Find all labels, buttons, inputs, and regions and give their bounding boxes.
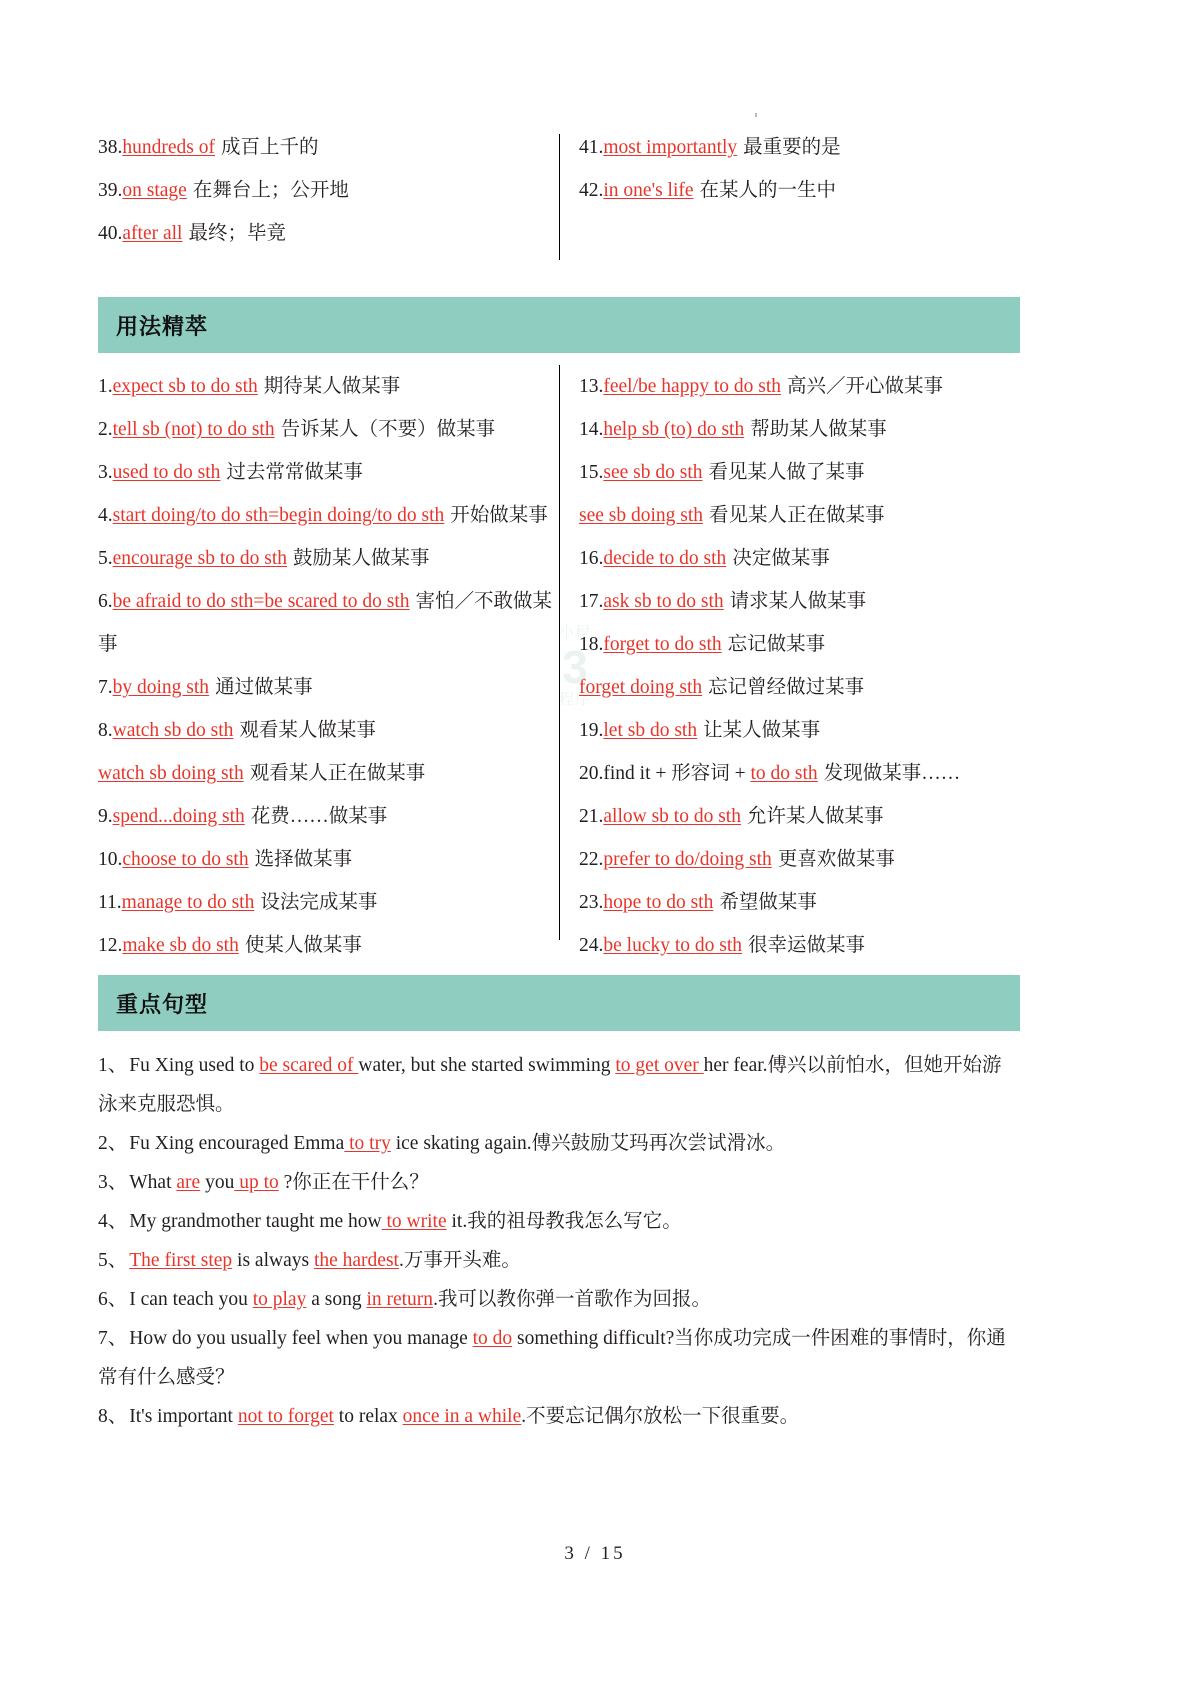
pattern-text: It's important xyxy=(129,1406,238,1427)
item-chinese-meaning: 允许某人做某事 xyxy=(746,806,884,827)
list-item xyxy=(98,795,559,838)
item-english-phrase: to do sth xyxy=(750,763,818,784)
item-number: 41. xyxy=(579,137,604,158)
item-chinese-meaning: 成百上千的 xyxy=(220,137,319,158)
page-number: 3 / 15 xyxy=(564,1543,626,1564)
item-number: 15. xyxy=(579,462,604,483)
item-chinese-meaning: 设法完成某事 xyxy=(260,892,378,913)
list-item xyxy=(579,924,1020,967)
pattern-index: 8、 xyxy=(98,1406,128,1427)
item-english-phrase: tell sb (not) to do sth xyxy=(112,419,275,440)
item-english-phrase: allow sb to do sth xyxy=(603,806,741,827)
item-number: 9. xyxy=(98,806,113,827)
item-english-phrase: forget doing sth xyxy=(579,677,703,698)
item-number: 24. xyxy=(579,935,604,956)
item-chinese-meaning: 选择做某事 xyxy=(254,849,353,870)
pattern-item xyxy=(98,1280,1020,1319)
item-english-phrase: start doing/to do sth=begin doing/to do sth xyxy=(112,505,445,526)
item-chinese-meaning: 让某人做某事 xyxy=(703,720,821,741)
item-number: 39. xyxy=(98,180,123,201)
list-item xyxy=(579,881,1020,924)
pattern-item xyxy=(98,1241,1020,1280)
watermark-bottom-text: 程序 xyxy=(558,691,591,709)
item-number: 4. xyxy=(98,505,113,526)
pattern-highlight: to play xyxy=(252,1289,307,1310)
pattern-index: 6、 xyxy=(98,1289,128,1310)
item-chinese-meaning: 更喜欢做某事 xyxy=(777,849,895,870)
item-chinese-meaning: 害怕／不敢做某事 xyxy=(98,591,553,655)
list-item xyxy=(98,924,559,967)
item-number: 23. xyxy=(579,892,604,913)
usage-section-banner xyxy=(98,297,1020,353)
list-item xyxy=(579,623,1020,666)
item-english-phrase: prefer to do/doing sth xyxy=(603,849,772,870)
list-item xyxy=(579,408,1020,451)
column-divider xyxy=(559,365,560,940)
item-english-phrase: encourage sb to do sth xyxy=(112,548,288,569)
item-number: 16. xyxy=(579,548,604,569)
item-number: 13. xyxy=(579,376,604,397)
pattern-item xyxy=(98,1319,1020,1397)
pattern-text: is always xyxy=(232,1250,314,1271)
item-chinese-meaning: 帮助某人做某事 xyxy=(750,419,887,440)
list-item xyxy=(98,838,559,881)
pattern-text: 傅兴鼓励艾玛再次尝试滑冰。 xyxy=(531,1133,786,1154)
pattern-index: 3、 xyxy=(98,1172,128,1193)
list-item xyxy=(98,709,559,752)
item-chinese-meaning: 过去常常做某事 xyxy=(226,462,363,483)
pattern-text: 傅兴以前怕水，但她开始游泳来克服恐惧。 xyxy=(98,1055,1002,1115)
item-english-phrase: in one's life xyxy=(603,180,694,201)
pattern-text: I can teach you xyxy=(129,1289,253,1310)
usage-right-column xyxy=(559,365,1020,967)
item-english-phrase: manage to do sth xyxy=(121,892,255,913)
pattern-text: it. xyxy=(446,1211,468,1232)
item-english-phrase: forget to do sth xyxy=(603,634,722,655)
item-number: 11. xyxy=(98,892,122,913)
pattern-index: 2、 xyxy=(98,1133,128,1154)
usage-left-column xyxy=(98,365,559,967)
pattern-text: her fear. xyxy=(703,1055,768,1076)
item-english-phrase: watch sb do sth xyxy=(112,720,234,741)
watermark-mid-text: 3 xyxy=(562,640,588,693)
list-item xyxy=(98,666,559,709)
pattern-highlight: to do xyxy=(472,1328,513,1349)
pattern-highlight: to try xyxy=(344,1133,391,1154)
list-item xyxy=(579,752,1020,795)
item-number: 12. xyxy=(98,935,123,956)
list-item xyxy=(98,537,559,580)
list-item xyxy=(579,795,1020,838)
item-chinese-meaning: 决定做某事 xyxy=(732,548,830,569)
pattern-highlight: the hardest xyxy=(313,1250,399,1271)
item-english-phrase: be afraid to do sth=be scared to do sth xyxy=(112,591,410,612)
list-item xyxy=(579,537,1020,580)
item-english-phrase: see sb doing sth xyxy=(579,505,704,526)
list-item xyxy=(98,169,559,212)
list-item xyxy=(579,451,1020,494)
item-number: 17. xyxy=(579,591,604,612)
item-english-phrase: ask sb to do sth xyxy=(603,591,724,612)
item-english-phrase: by doing sth xyxy=(112,677,210,698)
item-number: 14. xyxy=(579,419,604,440)
list-item xyxy=(579,494,1020,537)
item-english-phrase: hope to do sth xyxy=(603,892,714,913)
item-chinese-meaning: 希望做某事 xyxy=(719,892,817,913)
list-item xyxy=(98,752,559,795)
pattern-highlight: up to xyxy=(234,1172,279,1193)
item-english-phrase: spend...doing sth xyxy=(112,806,245,827)
pattern-highlight: once in a while xyxy=(402,1406,522,1427)
column-divider xyxy=(559,134,560,260)
pattern-item xyxy=(98,1124,1020,1163)
item-english-phrase: see sb do sth xyxy=(603,462,703,483)
list-item xyxy=(579,709,1020,752)
pattern-text: something difficult? xyxy=(512,1328,675,1349)
pattern-text: . xyxy=(521,1406,527,1427)
pattern-item xyxy=(98,1202,1020,1241)
usage-section-title: 用法精萃 xyxy=(116,314,209,340)
pattern-text: Fu Xing encouraged Emma xyxy=(129,1133,345,1154)
item-chinese-meaning: 很幸运做某事 xyxy=(748,935,866,956)
item-number: 2. xyxy=(98,419,113,440)
pattern-highlight: are xyxy=(176,1172,201,1193)
list-item xyxy=(579,580,1020,623)
item-chinese-meaning: 忘记曾经做过某事 xyxy=(708,677,865,698)
item-number: 19. xyxy=(579,720,604,741)
list-item xyxy=(579,126,1020,169)
list-item xyxy=(579,365,1020,408)
item-number: 22. xyxy=(579,849,604,870)
pattern-text: ? xyxy=(278,1172,293,1193)
item-number: 10. xyxy=(98,849,123,870)
item-chinese-meaning: 忘记做某事 xyxy=(727,634,826,655)
item-english-phrase: feel/be happy to do sth xyxy=(603,376,781,397)
pattern-text: What xyxy=(129,1172,177,1193)
item-number: 1. xyxy=(98,376,113,397)
item-number: 40. xyxy=(98,223,123,244)
item-number: 8. xyxy=(98,720,113,741)
item-chinese-meaning: 期待某人做某事 xyxy=(263,376,401,397)
pattern-item xyxy=(98,1046,1020,1124)
item-english-phrase: on stage xyxy=(122,180,187,201)
pattern-text: water, but she started swimming xyxy=(358,1055,616,1076)
list-item xyxy=(579,666,1020,709)
list-item xyxy=(98,212,559,255)
pattern-index: 7、 xyxy=(98,1328,128,1349)
list-item xyxy=(579,169,1020,212)
item-chinese-meaning: 高兴／开心做某事 xyxy=(787,376,944,397)
pattern-text: 你正在干什么？ xyxy=(292,1172,429,1193)
item-chinese-meaning: 告诉某人（不要）做某事 xyxy=(280,419,496,440)
item-english-phrase: expect sb to do sth xyxy=(112,376,258,397)
item-chinese-meaning: 鼓励某人做某事 xyxy=(293,548,430,569)
pattern-list-block xyxy=(98,1046,1020,1436)
item-chinese-meaning: 最终；毕竟 xyxy=(188,223,286,244)
list-item xyxy=(98,451,559,494)
pattern-text: you xyxy=(200,1172,235,1193)
pattern-text: a song xyxy=(306,1289,367,1310)
list-item xyxy=(98,580,559,666)
item-chinese-meaning: 开始做某事 xyxy=(450,505,548,526)
pattern-item xyxy=(98,1163,1020,1202)
item-chinese-meaning: 请求某人做某事 xyxy=(729,591,867,612)
watermark-top-text: 小程 xyxy=(558,624,591,641)
pattern-text: . xyxy=(398,1250,404,1271)
item-number: 42. xyxy=(579,180,604,201)
pattern-highlight: The first step xyxy=(129,1250,233,1271)
item-english-phrase: watch sb doing sth xyxy=(98,763,244,784)
item-plain-prefix: find it + 形容词 + xyxy=(603,763,746,784)
pattern-text: How do you usually feel when you manage xyxy=(129,1328,473,1349)
item-number: 3. xyxy=(98,462,113,483)
item-chinese-meaning: 花费……做某事 xyxy=(250,806,388,827)
pattern-section-title: 重点句型 xyxy=(116,992,209,1018)
item-chinese-meaning: 在舞台上；公开地 xyxy=(192,180,349,201)
scan-artifact xyxy=(755,113,757,117)
vocab-right-column xyxy=(559,126,1020,255)
pattern-highlight: be scared of xyxy=(259,1055,359,1076)
pattern-text: 我可以教你弹一首歌作为回报。 xyxy=(437,1289,711,1310)
list-item xyxy=(98,881,559,924)
pattern-text: 不要忘记偶尔放松一下很重要。 xyxy=(526,1406,800,1427)
pattern-text: . xyxy=(433,1289,438,1310)
item-number: 18. xyxy=(579,634,604,655)
pattern-text: My grandmother taught me how xyxy=(129,1211,382,1232)
pattern-text: ice skating again. xyxy=(390,1133,532,1154)
item-english-phrase: hundreds of xyxy=(122,137,215,158)
item-number: 6. xyxy=(98,591,113,612)
item-english-phrase: decide to do sth xyxy=(603,548,727,569)
usage-list-block xyxy=(98,365,1020,967)
pattern-text: 我的祖母教我怎么写它。 xyxy=(467,1211,682,1232)
pattern-index: 1、 xyxy=(98,1055,128,1076)
pattern-highlight: not to forget xyxy=(237,1406,334,1427)
item-english-phrase: after all xyxy=(122,223,183,244)
pattern-index: 4、 xyxy=(98,1211,128,1232)
list-item xyxy=(579,838,1020,881)
list-item xyxy=(98,408,559,451)
item-chinese-meaning: 观看某人正在做某事 xyxy=(249,763,426,784)
item-chinese-meaning: 最重要的是 xyxy=(743,137,841,158)
pattern-index: 5、 xyxy=(98,1250,128,1271)
item-chinese-meaning: 在某人的一生中 xyxy=(699,180,837,201)
item-chinese-meaning: 观看某人做某事 xyxy=(239,720,376,741)
item-english-phrase: be lucky to do sth xyxy=(603,935,743,956)
vocab-left-column xyxy=(98,126,559,255)
pattern-section-banner xyxy=(98,975,1020,1031)
item-english-phrase: choose to do sth xyxy=(122,849,249,870)
pattern-text: 当你成功完成一件困难的事情时，你通常有什么感受？ xyxy=(98,1328,1006,1388)
item-english-phrase: let sb do sth xyxy=(603,720,698,741)
pattern-text: Fu Xing used to xyxy=(129,1055,260,1076)
list-item xyxy=(98,126,559,169)
list-item xyxy=(98,494,559,537)
item-number: 5. xyxy=(98,548,113,569)
pattern-highlight: to get over xyxy=(615,1055,704,1076)
item-chinese-meaning: 发现做某事…… xyxy=(823,763,961,784)
item-number: 21. xyxy=(579,806,604,827)
vocab-continuation-block xyxy=(98,126,1020,255)
pattern-item xyxy=(98,1397,1020,1436)
item-number: 7. xyxy=(98,677,113,698)
pattern-text: 万事开头难。 xyxy=(403,1250,521,1271)
item-number: 38. xyxy=(98,137,123,158)
item-english-phrase: help sb (to) do sth xyxy=(603,419,745,440)
pattern-highlight: in return xyxy=(366,1289,434,1310)
list-item xyxy=(98,365,559,408)
item-chinese-meaning: 看见某人做了某事 xyxy=(708,462,865,483)
item-english-phrase: most importantly xyxy=(603,137,738,158)
pattern-text: to relax xyxy=(333,1406,403,1427)
item-chinese-meaning: 看见某人正在做某事 xyxy=(709,505,885,526)
item-english-phrase: make sb do sth xyxy=(122,935,239,956)
item-chinese-meaning: 通过做某事 xyxy=(215,677,313,698)
item-number: 20. xyxy=(579,763,604,784)
item-chinese-meaning: 使某人做某事 xyxy=(244,935,362,956)
pattern-highlight: to write xyxy=(381,1211,447,1232)
item-english-phrase: used to do sth xyxy=(112,462,221,483)
